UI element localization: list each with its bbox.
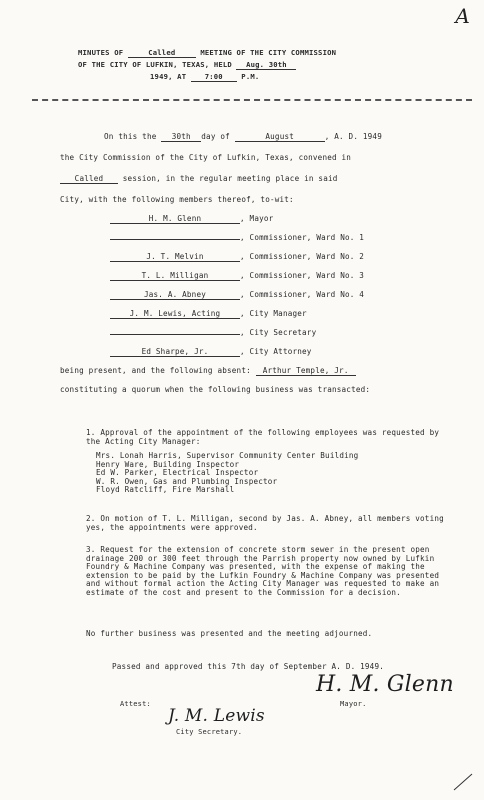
minutes-header-line2: OF THE CITY OF LUFKIN, TEXAS, HELD Aug. 30th: [78, 60, 296, 70]
member-row: , Commissioner, Ward No. 1: [110, 233, 364, 242]
corner-mark: [452, 770, 474, 792]
adjournment: No further business was presented and the meeting adjourned.: [86, 629, 373, 638]
secretary-label: City Secretary.: [176, 728, 243, 736]
employee-list: Mrs. Lonah Harris, Supervisor Community Center Building Henry Ware, Building Inspector Ed W. Parker, Electrical Inspector W. R. Owen, Gas and Plumbing Inspector Floyd Ratcliff, Fire Marshall: [96, 451, 359, 495]
minutes-header-line3: 1949, AT 7:00 P.M.: [150, 72, 260, 81]
member-row: , City Secretary: [110, 328, 316, 337]
attest-label: Attest:: [120, 700, 151, 708]
member-row: J. T. Melvin , Commissioner, Ward No. 2: [110, 252, 364, 262]
page-number: A: [455, 4, 470, 28]
secretary-signature: J. M. Lewis: [168, 706, 265, 726]
quorum-line: constituting a quorum when the following business was transacted:: [60, 385, 371, 394]
member-row: Jas. A. Abney , Commissioner, Ward No. 4: [110, 290, 364, 300]
minutes-header-line1: MINUTES OF Called MEETING OF THE CITY COMMISSION: [78, 48, 337, 57]
meeting-type: Called: [128, 48, 196, 58]
business-item: 1. Approval of the appointment of the following employees was requested by the Acting City Manager:: [86, 428, 440, 446]
member-row: H. M. Glenn , Mayor: [110, 214, 273, 224]
absent-names: Arthur Temple, Jr.: [256, 366, 356, 376]
mayor-label: Mayor.: [340, 700, 367, 708]
meeting-date: Aug. 30th: [236, 60, 296, 70]
absent-line: being present, and the following absent: Arthur Temple, Jr.: [60, 366, 356, 376]
opening-line2: the City Commission of the City of Lufkin, Texas, convened in: [60, 153, 352, 162]
approval-line: Passed and approved this 7th day of September A. D. 1949.: [112, 662, 384, 671]
member-row: T. L. Milligan , Commissioner, Ward No. 3: [110, 271, 364, 281]
meeting-time: 7:00: [191, 72, 237, 82]
header-divider: [32, 99, 472, 101]
business-item: 2. On motion of T. L. Milligan, second by Jas. A. Abney, all members voting yes, the appointments were approved.: [86, 514, 444, 532]
opening-line1: On this the 30th day of August , A. D. 1949: [104, 132, 382, 141]
mayor-signature: H. M. Glenn: [316, 672, 454, 697]
opening-line4: City, with the following members thereof, to-wit:: [60, 195, 294, 204]
opening-line3: Called session, in the regular meeting place in said: [60, 174, 338, 184]
member-row: J. M. Lewis, Acting , City Manager: [110, 309, 307, 319]
member-row: Ed Sharpe, Jr. , City Attorney: [110, 347, 312, 357]
business-item: 3. Request for the extension of concrete storm sewer in the present open drainage 200 or 300 feet through the Parrish property now owned by Lufkin Foundry & Machine Company was presented, with the expense of making the extension to be paid by the Lufkin Foundry & Machine Company was presented and without formal action the Acting City Manager was requested to make an estimate of the cost and present to the Commission for a decision.: [86, 545, 440, 597]
